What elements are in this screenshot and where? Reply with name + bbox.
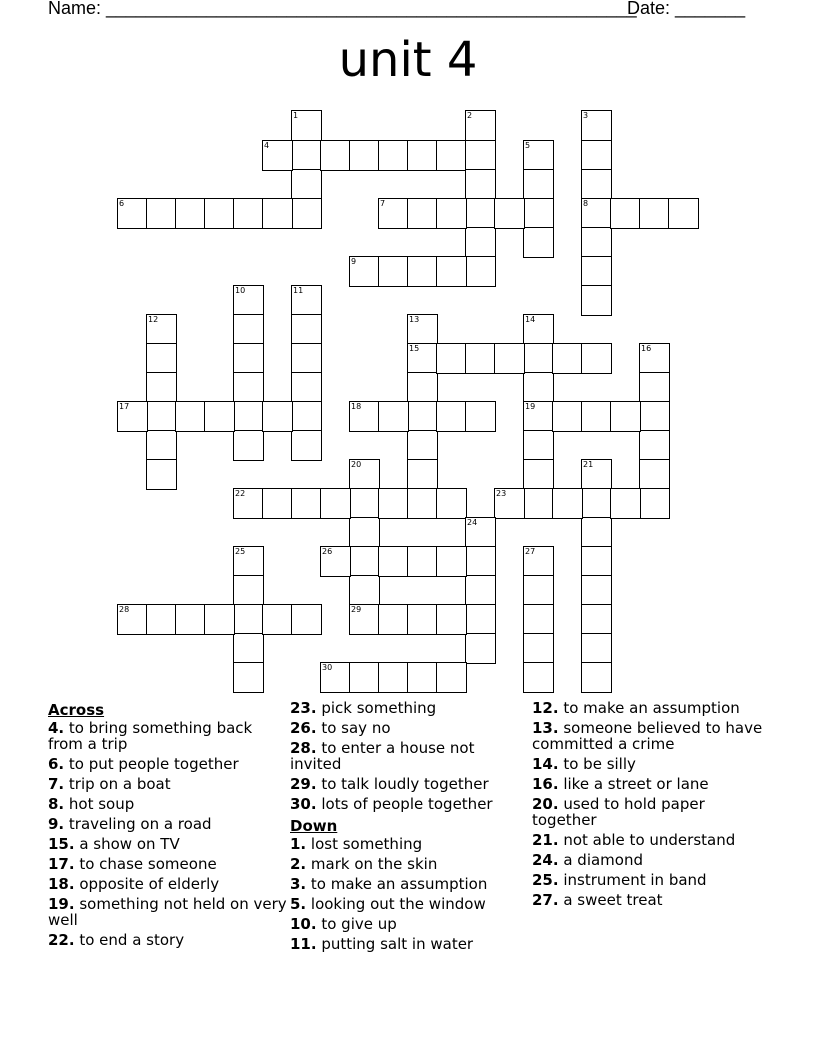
crossword-cell[interactable] <box>407 546 438 577</box>
crossword-cell[interactable] <box>262 604 293 635</box>
clue-number: 24 <box>467 518 478 527</box>
crossword-cell[interactable] <box>465 140 496 171</box>
crossword-cell[interactable] <box>378 256 409 287</box>
crossword-cell[interactable] <box>523 140 554 171</box>
crossword-cell[interactable] <box>494 488 525 519</box>
crossword-cell[interactable] <box>262 198 293 229</box>
clue-item <box>532 892 772 908</box>
clue-item-number: 5. <box>290 895 307 913</box>
down-heading: Down <box>290 817 338 835</box>
crossword-cell[interactable] <box>378 140 409 171</box>
clue-number: 19 <box>525 402 536 411</box>
clue-item-text: a sweet treat <box>558 891 663 909</box>
crossword-cell[interactable] <box>349 517 380 548</box>
crossword-cell[interactable] <box>146 372 177 403</box>
clue-item <box>290 700 530 716</box>
crossword-cell[interactable] <box>436 140 467 171</box>
crossword-cell[interactable] <box>581 140 612 171</box>
clue-item-text: pick something <box>316 699 437 717</box>
crossword-cell[interactable] <box>291 140 322 171</box>
crossword-cell[interactable] <box>117 401 148 432</box>
crossword-cell[interactable] <box>407 372 438 403</box>
crossword-cell[interactable] <box>175 401 206 432</box>
crossword-cell[interactable] <box>407 662 438 693</box>
clue-number: 3 <box>583 111 589 120</box>
clue-item-text: to make an assumption <box>558 699 740 717</box>
clue-item <box>290 776 530 792</box>
clue-item <box>290 896 530 912</box>
clue-item <box>290 740 530 772</box>
crossword-cell[interactable] <box>146 430 177 461</box>
crossword-cell[interactable] <box>523 314 554 345</box>
crossword-cell[interactable] <box>175 198 206 229</box>
clue-item-number: 8. <box>48 795 65 813</box>
clue-item-number: 3. <box>290 875 307 893</box>
crossword-cell[interactable] <box>378 604 409 635</box>
crossword-cell[interactable] <box>117 604 148 635</box>
clue-item-text: trip on a boat <box>64 775 171 793</box>
crossword-cell[interactable] <box>291 343 322 374</box>
crossword-cell[interactable] <box>639 488 670 519</box>
crossword-cell[interactable] <box>523 430 554 461</box>
crossword-cell[interactable] <box>233 633 264 664</box>
clue-item-number: 7. <box>48 775 65 793</box>
crossword-cell[interactable] <box>523 575 554 606</box>
clue-item-text: a diamond <box>558 851 644 869</box>
crossword-cell[interactable] <box>465 575 496 606</box>
crossword-cell[interactable] <box>349 401 380 432</box>
clue-item <box>48 720 288 752</box>
crossword-cell[interactable] <box>581 401 612 432</box>
clue-item <box>48 856 288 872</box>
crossword-cell[interactable] <box>523 198 554 229</box>
crossword-cell[interactable] <box>581 169 612 200</box>
clue-item <box>532 776 772 792</box>
crossword-cell[interactable] <box>639 430 670 461</box>
crossword-cell[interactable] <box>291 430 322 461</box>
crossword-cell[interactable] <box>349 256 380 287</box>
crossword-cell[interactable] <box>233 314 264 345</box>
clue-item <box>48 776 288 792</box>
clue-item-text: to make an assumption <box>306 875 488 893</box>
crossword-cell[interactable] <box>175 604 206 635</box>
clue-item <box>48 756 288 772</box>
clue-item-text: to chase someone <box>74 855 217 873</box>
clue-item-text: to end a story <box>74 931 185 949</box>
crossword-cell[interactable] <box>378 488 409 519</box>
clue-item-number: 4. <box>48 719 65 737</box>
crossword-cell[interactable] <box>378 546 409 577</box>
clues-column-1 <box>48 700 288 952</box>
crossword-cell[interactable] <box>291 169 322 200</box>
crossword-cell[interactable] <box>436 198 467 229</box>
clue-item <box>532 700 772 716</box>
clue-number: 14 <box>525 315 536 324</box>
crossword-cell[interactable] <box>523 662 554 693</box>
clue-item-text: hot soup <box>64 795 135 813</box>
clue-item-number: 1. <box>290 835 307 853</box>
crossword-cell[interactable] <box>233 372 264 403</box>
clue-item <box>532 832 772 848</box>
crossword-cell[interactable] <box>523 372 554 403</box>
crossword-cell[interactable] <box>407 140 438 171</box>
crossword-cell[interactable] <box>146 459 177 490</box>
clue-item-text: traveling on a road <box>64 815 212 833</box>
crossword-cell[interactable] <box>146 314 177 345</box>
crossword-cell[interactable] <box>581 575 612 606</box>
crossword-cell[interactable] <box>436 488 467 519</box>
crossword-cell[interactable] <box>407 604 438 635</box>
clue-item-text: to talk loudly together <box>316 775 489 793</box>
crossword-cell[interactable] <box>291 372 322 403</box>
crossword-cell[interactable] <box>320 488 351 519</box>
crossword-cell[interactable] <box>523 604 554 635</box>
crossword-cell[interactable] <box>523 488 554 519</box>
clue-item <box>532 852 772 868</box>
clue-item <box>48 932 288 948</box>
crossword-cell[interactable] <box>204 604 235 635</box>
crossword-cell[interactable] <box>378 401 409 432</box>
crossword-cell[interactable] <box>581 343 612 374</box>
clue-number: 10 <box>235 286 246 295</box>
clue-item-number: 12. <box>532 699 559 717</box>
clue-number: 13 <box>409 315 420 324</box>
clue-item-number: 30. <box>290 795 317 813</box>
clue-number: 23 <box>496 489 507 498</box>
crossword-cell[interactable] <box>291 110 322 141</box>
crossword-cell[interactable] <box>262 488 293 519</box>
crossword-cell[interactable] <box>233 662 264 693</box>
crossword-cell[interactable] <box>146 343 177 374</box>
crossword-cell[interactable] <box>349 459 380 490</box>
crossword-cell[interactable] <box>378 662 409 693</box>
clue-item-number: 20. <box>532 795 559 813</box>
clue-item <box>532 872 772 888</box>
crossword-cell[interactable] <box>407 459 438 490</box>
clue-item-number: 19. <box>48 895 75 913</box>
clue-item <box>48 876 288 892</box>
crossword-cell[interactable] <box>407 488 438 519</box>
crossword-cell[interactable] <box>465 169 496 200</box>
clue-item-number: 10. <box>290 915 317 933</box>
clue-number: 6 <box>119 199 125 208</box>
crossword-cell[interactable] <box>465 401 496 432</box>
crossword-cell[interactable] <box>349 575 380 606</box>
crossword-cell[interactable] <box>436 604 467 635</box>
clue-item-text: to say no <box>316 719 391 737</box>
across-heading: Across <box>48 701 105 719</box>
crossword-cell[interactable] <box>552 401 583 432</box>
clue-number: 11 <box>293 286 304 295</box>
clue-item-text: to give up <box>316 915 397 933</box>
crossword-cell[interactable] <box>233 343 264 374</box>
clue-item-number: 25. <box>532 871 559 889</box>
crossword-cell[interactable] <box>639 198 670 229</box>
clue-item <box>48 816 288 832</box>
clue-item-text: to bring something back from a trip <box>48 719 253 753</box>
crossword-cell[interactable] <box>523 343 554 374</box>
clue-number: 18 <box>351 402 362 411</box>
clue-item-number: 28. <box>290 739 317 757</box>
crossword-cell[interactable] <box>407 430 438 461</box>
clue-item-number: 16. <box>532 775 559 793</box>
crossword-cell[interactable] <box>465 227 496 258</box>
crossword-cell[interactable] <box>523 633 554 664</box>
clue-number: 4 <box>264 141 270 150</box>
clue-item <box>532 756 772 772</box>
clue-item-number: 13. <box>532 719 559 737</box>
crossword-cell[interactable] <box>581 546 612 577</box>
clue-item-number: 22. <box>48 931 75 949</box>
crossword-cell[interactable] <box>407 198 438 229</box>
clue-item-text: looking out the window <box>306 895 486 913</box>
crossword-cell[interactable] <box>581 633 612 664</box>
crossword-cell[interactable] <box>436 662 467 693</box>
clue-number: 27 <box>525 547 536 556</box>
crossword-cell[interactable] <box>407 343 438 374</box>
crossword-cell[interactable] <box>146 198 177 229</box>
clue-item-text: to put people together <box>64 755 239 773</box>
crossword-cell[interactable] <box>204 401 235 432</box>
crossword-cell[interactable] <box>639 372 670 403</box>
crossword-cell[interactable] <box>291 285 322 316</box>
clue-item-text: lots of people together <box>316 795 493 813</box>
clue-item-text: a show on TV <box>74 835 180 853</box>
crossword-cell[interactable] <box>494 198 525 229</box>
clue-number: 12 <box>148 315 159 324</box>
crossword-cell[interactable] <box>233 430 264 461</box>
clue-item-number: 26. <box>290 719 317 737</box>
crossword-cell[interactable] <box>639 459 670 490</box>
clue-number: 2 <box>467 111 473 120</box>
crossword-cell[interactable] <box>581 110 612 141</box>
crossword-cell[interactable] <box>233 198 264 229</box>
crossword-cell[interactable] <box>320 662 351 693</box>
crossword-cell[interactable] <box>262 140 293 171</box>
clue-item <box>290 876 530 892</box>
crossword-cell[interactable] <box>233 604 264 635</box>
clue-item <box>290 936 530 952</box>
crossword-cell[interactable] <box>407 256 438 287</box>
crossword-cell[interactable] <box>581 256 612 287</box>
crossword-cell[interactable] <box>523 401 554 432</box>
clue-item-number: 14. <box>532 755 559 773</box>
clue-number: 29 <box>351 605 362 614</box>
clue-item-number: 9. <box>48 815 65 833</box>
clue-item <box>48 896 288 928</box>
crossword-cell[interactable] <box>581 198 612 229</box>
clue-item-number: 27. <box>532 891 559 909</box>
crossword-cell[interactable] <box>436 256 467 287</box>
clue-item-text: something not held on very well <box>48 895 287 929</box>
clue-number: 25 <box>235 547 246 556</box>
clue-number: 21 <box>583 460 594 469</box>
crossword-cell[interactable] <box>233 488 264 519</box>
clue-item <box>532 720 772 752</box>
crossword-cell[interactable] <box>581 227 612 258</box>
crossword-cell[interactable] <box>465 546 496 577</box>
crossword-cell[interactable] <box>291 314 322 345</box>
clues-column-3 <box>532 700 772 912</box>
crossword-cell[interactable] <box>465 633 496 664</box>
clue-item-number: 2. <box>290 855 307 873</box>
clue-item-text: lost something <box>306 835 423 853</box>
clue-item <box>290 916 530 932</box>
crossword-cell[interactable] <box>523 227 554 258</box>
clue-item <box>48 796 288 812</box>
clue-item <box>290 796 530 812</box>
crossword-cell[interactable] <box>233 546 264 577</box>
clue-item-text: used to hold paper together <box>532 795 705 829</box>
crossword-cell[interactable] <box>552 488 583 519</box>
clue-item-text: mark on the skin <box>306 855 438 873</box>
clue-item-text: to enter a house not invited <box>290 739 475 773</box>
clue-number: 17 <box>119 402 130 411</box>
crossword-cell[interactable] <box>465 198 496 229</box>
clue-item-text: to be silly <box>558 755 636 773</box>
crossword-cell[interactable] <box>291 401 322 432</box>
page-title: unit 4 <box>338 32 478 88</box>
crossword-cell[interactable] <box>581 517 612 548</box>
clue-item-text: someone believed to have committed a crime <box>532 719 763 753</box>
clue-item-number: 21. <box>532 831 559 849</box>
crossword-cell[interactable] <box>610 488 641 519</box>
crossword-cell[interactable] <box>581 285 612 316</box>
crossword-cell[interactable] <box>552 343 583 374</box>
crossword-cell[interactable] <box>349 662 380 693</box>
clue-item-number: 6. <box>48 755 65 773</box>
crossword-cell[interactable] <box>581 662 612 693</box>
clue-item-text: putting salt in water <box>316 935 474 953</box>
clue-number: 5 <box>525 141 531 150</box>
crossword-cell[interactable] <box>581 459 612 490</box>
clue-item-text: not able to understand <box>558 831 736 849</box>
crossword-cell[interactable] <box>407 314 438 345</box>
crossword-cell[interactable] <box>262 401 293 432</box>
crossword-cell[interactable] <box>639 343 670 374</box>
crossword-cell[interactable] <box>349 140 380 171</box>
crossword-cell[interactable] <box>610 401 641 432</box>
clue-number: 20 <box>351 460 362 469</box>
crossword-cell[interactable] <box>117 198 148 229</box>
clue-number: 8 <box>583 199 589 208</box>
clue-item-number: 24. <box>532 851 559 869</box>
clue-item-number: 17. <box>48 855 75 873</box>
clue-item <box>48 836 288 852</box>
crossword-cell[interactable] <box>349 604 380 635</box>
clue-number: 30 <box>322 663 333 672</box>
crossword-cell[interactable] <box>465 517 496 548</box>
clue-item-number: 18. <box>48 875 75 893</box>
crossword-cell[interactable] <box>436 546 467 577</box>
crossword-cell[interactable] <box>291 604 322 635</box>
crossword-cell[interactable] <box>523 459 554 490</box>
crossword-cell[interactable] <box>204 198 235 229</box>
crossword-cell[interactable] <box>465 256 496 287</box>
date-field[interactable]: Date: _______ <box>627 0 746 18</box>
crossword-cell[interactable] <box>436 401 467 432</box>
crossword-cell[interactable] <box>146 604 177 635</box>
clue-item-number: 11. <box>290 935 317 953</box>
clue-number: 9 <box>351 257 357 266</box>
name-field[interactable]: Name: _____________________________________________________ <box>48 0 637 18</box>
clue-item-text: opposite of elderly <box>74 875 220 893</box>
clue-item-number: 15. <box>48 835 75 853</box>
crossword-cell[interactable] <box>436 343 467 374</box>
crossword-cell[interactable] <box>494 343 525 374</box>
clue-number: 15 <box>409 344 420 353</box>
clue-item <box>532 796 772 828</box>
crossword-cell[interactable] <box>291 488 322 519</box>
clue-item-text: like a street or lane <box>558 775 709 793</box>
crossword-cell[interactable] <box>465 604 496 635</box>
crossword-cell[interactable] <box>291 198 322 229</box>
crossword-cell[interactable] <box>465 343 496 374</box>
crossword-cell[interactable] <box>639 401 670 432</box>
clue-item-number: 29. <box>290 775 317 793</box>
crossword-cell[interactable] <box>668 198 699 229</box>
crossword-cell[interactable] <box>465 110 496 141</box>
crossword-cell[interactable] <box>233 575 264 606</box>
crossword-cell[interactable] <box>233 401 264 432</box>
crossword-cell[interactable] <box>581 604 612 635</box>
clue-item-text: instrument in band <box>558 871 707 889</box>
clue-number: 26 <box>322 547 333 556</box>
crossword-cell[interactable] <box>349 488 380 519</box>
clue-number: 7 <box>380 199 386 208</box>
clue-item <box>290 836 530 852</box>
clue-number: 1 <box>293 111 299 120</box>
crossword-cell[interactable] <box>320 140 351 171</box>
clue-item-number: 23. <box>290 699 317 717</box>
crossword-cell[interactable] <box>378 198 409 229</box>
crossword-cell[interactable] <box>146 401 177 432</box>
clue-number: 22 <box>235 489 246 498</box>
crossword-cell[interactable] <box>523 169 554 200</box>
crossword-cell[interactable] <box>523 546 554 577</box>
crossword-cell[interactable] <box>233 285 264 316</box>
clue-number: 16 <box>641 344 652 353</box>
crossword-cell[interactable] <box>610 198 641 229</box>
crossword-cell[interactable] <box>349 546 380 577</box>
crossword-cell[interactable] <box>581 488 612 519</box>
clue-item <box>290 856 530 872</box>
clue-number: 28 <box>119 605 130 614</box>
clue-item <box>290 720 530 736</box>
clues-column-2 <box>290 700 530 956</box>
crossword-cell[interactable] <box>407 401 438 432</box>
crossword-cell[interactable] <box>320 546 351 577</box>
